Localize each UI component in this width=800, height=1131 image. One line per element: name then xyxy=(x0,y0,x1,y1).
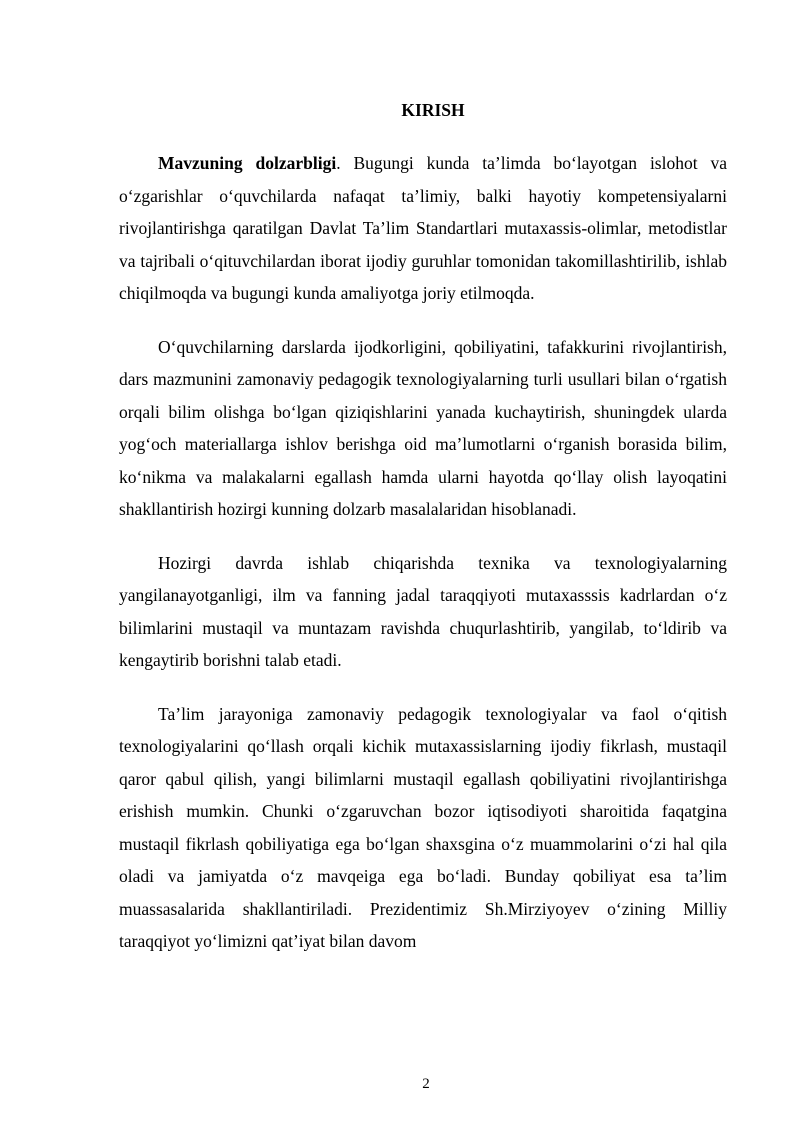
page-content xyxy=(119,94,727,979)
paragraph-lead-heading: Mavzuning dolzarbligi xyxy=(158,153,337,173)
paragraph-text: . Bugungi kunda ta’limda bo‘layotgan islohot va o‘zgarishlar o‘quvchilarda nafaqat ta’limiy, balki hayotiy kompetensiyalarni rivojlantirishga qaratilgan Davlat Ta’lim Standartlari mutaxassis-olimlar, metodistlar va tajribali o‘qituvchilardan iborat ijodiy guruhlar tomonidan takomillashtirilib, ishlab chiqilmoqda va bugungi kunda amaliyotga joriy etilmoqda. xyxy=(119,153,727,303)
page-number: 2 xyxy=(422,1076,430,1092)
paragraph-relevance xyxy=(119,147,727,310)
paragraph-technology-renewal: Hozirgi davrda ishlab chiqarishda texnika va texnologiyalarning yangilanayotganligi, ilm va fanning jadal taraqqiyoti mutaxasssis kadrlardan o‘z bilimlarini mustaqil va muntazam ravishda chuqurlashtirib, yangilab, to‘ldirib va kengaytirib borishni talab etadi. xyxy=(119,552,727,670)
paragraph-pedagogical-technologies: Ta’lim jarayoniga zamonaviy pedagogik texnologiyalar va faol o‘qitish texnologiyalarini qo‘llash orqali kichik mutaxassislarning ijodiy fikrlash, mustaqil qaror qabul qilish, yangi bilimlarni mustaqil egallash qobiliyatini rivojlantirishga erishish mumkin. Chunki o‘zgaruvchan bozor iqtisodiyoti sharoitida faqatgina mustaqil fikrlash qobiliyatiga ega bo‘lgan shaxsgina o‘z muammolarini o‘zi hal qila oladi va jamiyatda o‘z mavqeiga ega bo‘ladi. Bunday qobiliyat esa ta’lim muassasalarida shakllantiriladi. Prezidentimiz Sh.Mirziyoyev o‘zining Milliy taraqqiyot yo‘limizni qat’iyat bilan davom xyxy=(119,703,727,951)
section-title: KIRISH xyxy=(401,100,465,120)
paragraph-students-creativity: O‘quvchilarning darslarda ijodkorligini, qobiliyatini, tafakkurini rivojlantirish, dars mazmunini zamonaviy pedagogik texnologiyalarning turli usullari bilan o‘rgatish orqali bilim olishga bo‘lgan qiziqishlarini yanada kuchaytirish, shuningdek ularda yog‘och materiallarga ishlov berishga oid ma’lumotlarni o‘rganish borasida bilim, ko‘nikma va malakalarni egallash hamda ularni hayotda qo‘llay olish layoqatini shakllantirish hozirgi kunning dolzarb masalalaridan hisoblanadi. xyxy=(119,336,727,519)
